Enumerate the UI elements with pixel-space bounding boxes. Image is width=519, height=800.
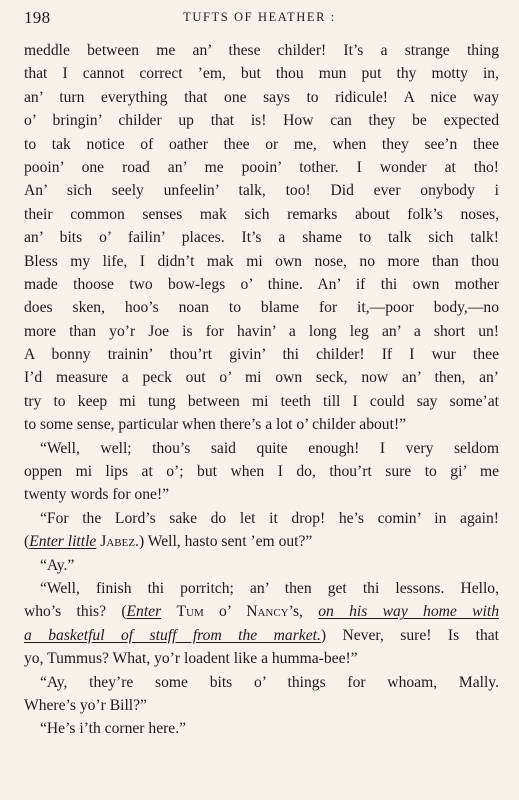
stage-direction-italic: on his way home with xyxy=(318,603,499,621)
text-line: pooin’ one road an’ me pooin’ tother. I wonder at tho! xyxy=(24,158,499,176)
stage-direction-line: who’s this? (Enter Tum o’ Nancy’s, on his way home with xyxy=(24,603,499,621)
stage-direction-italic: Enter xyxy=(126,603,162,621)
text-line: to tak notice of oather thee or me, when they see’n thee xyxy=(24,135,499,153)
text-line: A bonny trainin’ thou’rt givin’ thi childer! If I wur thee xyxy=(24,346,499,364)
text-line: “Ay.” xyxy=(40,556,75,574)
text-line: “Ay, they’re some bits o’ things for whoam, Mally. xyxy=(40,673,499,691)
text-line: “Well, well; thou’s said quite enough! I very seldom xyxy=(40,439,499,457)
text-line: twenty words for one!” xyxy=(24,486,170,504)
stage-direction-italic: Enter little xyxy=(29,533,97,551)
text-line: an’ turn everything that one says to ridicule! A nice way xyxy=(24,88,499,106)
text-line: I’d measure a peck out o’ mi own seck, now an’ then, an’ xyxy=(24,369,499,387)
character-name: Jabez xyxy=(100,533,136,551)
text-line: that I cannot correct ’em, but thou mun put thy motty in, xyxy=(24,65,499,83)
text-line: Where’s yo’r Bill?” xyxy=(24,696,147,714)
text-line: to some sense, particular when there’s a lot o’ childer about!” xyxy=(24,416,407,434)
text-line: An’ sich seely unfeelin’ talk, too! Did ever onybody i xyxy=(24,182,499,200)
stage-direction-line: a basketful of stuff from the market.) Never, sure! Is that xyxy=(24,626,499,644)
character-name: Tum xyxy=(176,603,204,621)
character-name: Nancy xyxy=(246,603,289,621)
text-line: Bless my life, I didn’t mak mi own nose, no more than thou xyxy=(24,252,499,270)
text-line: more than yo’r Joe is for havin’ a long leg an’ a short un! xyxy=(24,322,499,340)
page-header xyxy=(24,8,495,28)
text-line: yo, Tummus? What, yo’r loadent like a humma-bee!” xyxy=(24,650,358,668)
page-number: 198 xyxy=(24,8,51,27)
running-title: TUFTS OF HEATHER : xyxy=(183,10,336,24)
text-line: oppen mi lips at o’; but when I do, thou’rt sure to gi’ me xyxy=(24,463,499,481)
page-body xyxy=(24,39,499,741)
text-line: their common senses mak sich remarks about folk’s noses, xyxy=(24,205,499,223)
stage-direction-italic: a basketful of stuff from the market. xyxy=(24,626,321,644)
text-line: “For the Lord’s sake do let it drop! he’s comin’ in again! xyxy=(40,509,499,527)
text-line: try to keep mi tung between mi teeth till I could say some’at xyxy=(24,392,499,410)
text-line: “Well, finish thi porritch; an’ then get thi lessons. Hello, xyxy=(40,579,499,597)
text-line: meddle between me an’ these childer! It’s a strange thing xyxy=(24,42,499,59)
text-line: “He’s i’th corner here.” xyxy=(40,720,187,738)
text-line: does sken, hoo’s noan to blame for it,—poor body,—no xyxy=(24,299,499,317)
text-line: made thoose two bow-legs o’ thine. An’ if thi own mother xyxy=(24,275,499,293)
text-line: an’ bits o’ failin’ places. It’s a shame to talk sich talk! xyxy=(24,229,499,247)
text-line: o’ bringin’ childer up that is! How can they be expected xyxy=(24,112,499,130)
stage-direction-line: (Enter little Jabez.) Well, hasto sent ’em out?” xyxy=(24,533,313,551)
